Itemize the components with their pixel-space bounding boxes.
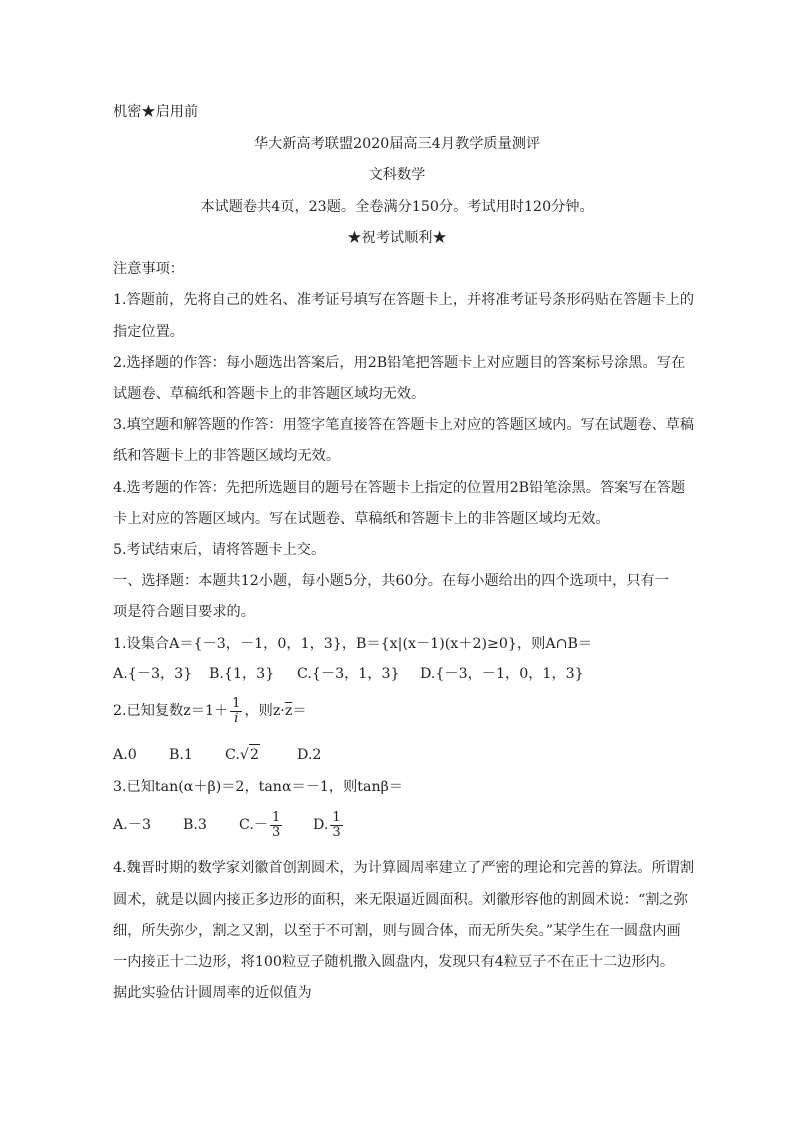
q2-stem-text: ＝ <box>292 703 307 719</box>
q3-option-d-label: D. <box>313 817 329 833</box>
q2-stem-text: ，则z· <box>244 703 285 719</box>
notes-heading: 注意事项： <box>113 261 184 277</box>
q4-line: 据此实验估计圆周率的近似值为 <box>113 985 312 1001</box>
q1-option-c: C.{－3，1，3} <box>297 666 400 682</box>
q2-fraction-numerator: 1 <box>232 695 241 711</box>
q3-option-d-denominator: 3 <box>332 824 341 840</box>
note-line: 4.选考题的作答：先把所选题目的题号在答题卡上指定的位置用2B铅笔涂黑。答案写在答题 <box>113 480 686 496</box>
q2-option-c-label: C. <box>225 747 240 763</box>
q1-stem: 1.设集合A＝{－3，－1，0，1，3}，B＝{x|(x－1)(x＋2)≥0}，则A∩B＝ <box>113 636 593 652</box>
note-line: 3.填空题和解答题的作答：用签字笔直接答在答题卡上对应的答题区域内。写在试题卷、草稿 <box>113 417 695 433</box>
note-line: 5.考试结束后，请将答题卡上交。 <box>113 542 326 558</box>
q3-option-d <box>313 808 345 842</box>
q3-option-c-label: C.－ <box>239 817 269 833</box>
q2-option-a: A.0 <box>113 747 137 763</box>
section-heading: 一、选择题：本题共12小题，每小题5分，共60分。在每小题给出的四个选项中，只有一 <box>113 573 669 589</box>
q3-option-c <box>239 808 313 842</box>
exam-info: 本试题卷共4页，23题。全卷满分150分。考试用时120分钟。 <box>200 199 594 215</box>
q3-option-d-fraction <box>330 811 342 840</box>
q3-stem: 3.已知tan(α＋β)＝2，tanα＝－1，则tanβ＝ <box>113 779 403 795</box>
q1-option-b: B.{1，3} <box>209 666 275 682</box>
q2-stem-text: 2.已知复数z＝1＋ <box>113 703 229 719</box>
q2-options <box>113 744 321 765</box>
q4-line: 一内接正十二边形，将100粒豆子随机撒入圆盘内，发现只有4粒豆子不在正十二边形内。 <box>113 954 675 970</box>
q2-option-d: D.2 <box>297 747 322 763</box>
q3-option-c-denominator: 3 <box>272 824 281 840</box>
q3-option-a: A.－3 <box>113 817 151 833</box>
q1-options <box>113 664 584 684</box>
q2-fraction-denominator: i <box>234 710 239 726</box>
q3-option-d-numerator: 1 <box>332 809 341 825</box>
note-line: 纸和答题卡上的非答题区域均无效。 <box>113 448 341 464</box>
note-line: 试题卷、草稿纸和答题卡上的非答题区域均无效。 <box>113 386 426 402</box>
note-line: 1.答题前，先将自己的姓名、准考证号填写在答题卡上，并将准考证号条形码贴在答题卡上的 <box>113 292 695 308</box>
q2-fraction <box>230 697 242 726</box>
q4-line: 圆术，就是以圆内接正多边形的面积，来无限逼近圆面积。刘徽形容他的割圆术说：“割之弥 <box>113 892 688 908</box>
exam-title: 华大新高考联盟2020届高三4月教学质量测评 <box>253 136 541 152</box>
note-line: 2.选择题的作答：每小题选出答案后，用2B铅笔把答题卡上对应题目的答案标号涂黑。写在 <box>113 355 686 371</box>
note-line: 卡上对应的答题区域内。写在试题卷、草稿纸和答题卡上的非答题区域均无效。 <box>113 511 610 527</box>
exam-blessing: ★祝考试顺利★ <box>347 230 447 246</box>
q1-option-a: A.{－3，3} <box>113 666 193 682</box>
sqrt-symbol: √2 <box>240 744 260 765</box>
q2-option-b: B.1 <box>169 747 193 763</box>
q3-options <box>113 808 345 842</box>
q4-line: 4.魏晋时期的数学家刘徽首创割圆术，为计算圆周率建立了严密的理论和完善的算法。所谓割 <box>113 860 695 876</box>
q4-line: 细，所失弥少，割之又割，以至于不可割，则与圆合体，而无所失矣。”某学生在一圆盘内画 <box>113 923 681 939</box>
q3-option-b: B.3 <box>183 817 207 833</box>
q2-conjugate: $\overline{z}$ <box>284 703 293 719</box>
q3-option-c-numerator: 1 <box>272 809 281 825</box>
q1-option-d: D.{－3，－1，0，1，3} <box>420 666 584 682</box>
q3-option-c-fraction <box>270 811 282 840</box>
q2-option-c-radicand: 2 <box>249 744 260 765</box>
q2-option-c <box>225 744 297 765</box>
exam-subject: 文科数学 <box>368 167 426 183</box>
confidential-label: 机密★启用前 <box>113 104 199 120</box>
section-heading-cont: 项是符合题目要求的。 <box>113 604 255 620</box>
q2-stem <box>113 694 307 728</box>
note-line: 指定位置。 <box>113 324 184 340</box>
